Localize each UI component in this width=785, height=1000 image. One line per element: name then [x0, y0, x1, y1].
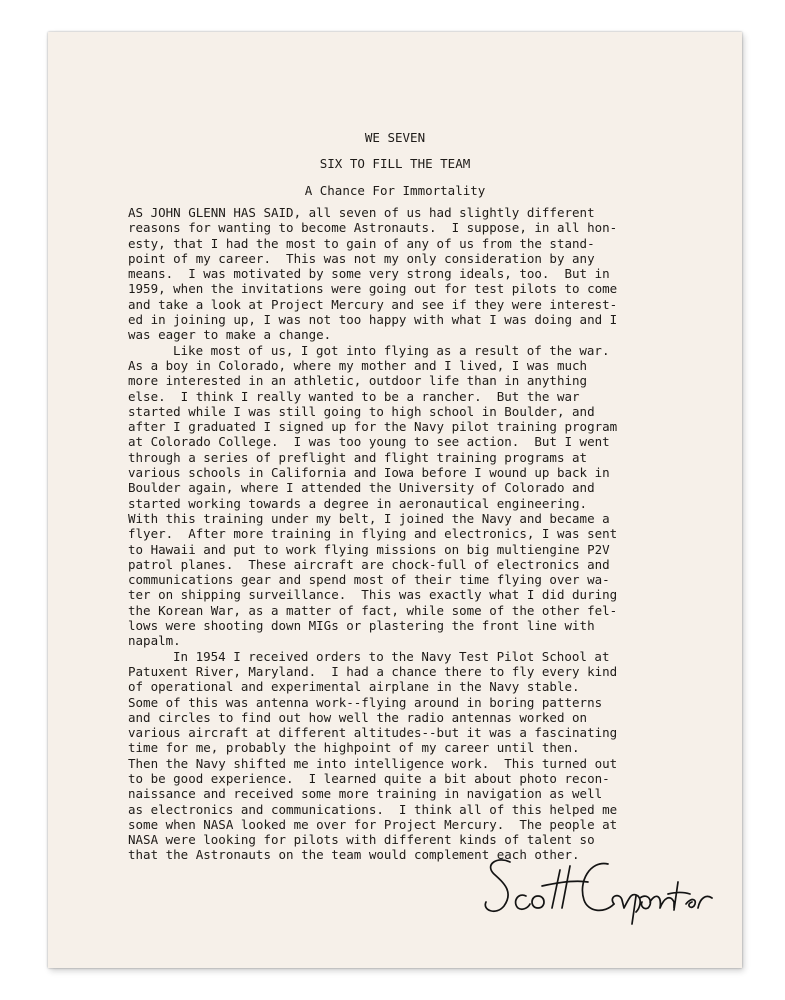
- text-line: As a boy in Colorado, where my mother and I lived, I was much: [128, 357, 588, 373]
- document-subtitle: SIX TO FILL THE TEAM: [319, 156, 471, 171]
- text-line: the Korean War, as a matter of fact, while some of the other fel-: [128, 602, 618, 618]
- text-line: to Hawaii and put to work flying missions on big multiengine P2V: [128, 541, 610, 557]
- text-line: as electronics and communications. I think all of this helped me: [128, 801, 618, 817]
- text-line: communications gear and spend most of their time flying over wa-: [128, 572, 610, 588]
- text-line: else. I think I really wanted to be a rancher. But the war: [128, 388, 580, 404]
- text-line: patrol planes. These aircraft are chock-full of electronics and: [128, 556, 610, 572]
- text-line: naissance and received some more training in navigation as well: [128, 786, 603, 802]
- text-line: various aircraft at different altitudes--but it was a fascinating: [128, 725, 618, 741]
- text-line: Boulder again, where I attended the University of Colorado and: [128, 480, 595, 496]
- text-line: NASA were looking for pilots with different kinds of talent so: [128, 832, 595, 848]
- text-line: and take a look at Project Mercury and see if they were interest-: [128, 296, 618, 312]
- text-line: AS JOHN GLENN HAS SAID, all seven of us had slightly different: [128, 205, 595, 220]
- text-line: through a series of preflight and flight training programs at: [128, 449, 588, 465]
- text-line: 1959, when the invitations were going out for test pilots to come: [128, 281, 618, 297]
- text-line: flyer. After more training in flying and electronics, I was sent: [128, 526, 618, 542]
- text-line: at Colorado College. I was too young to see action. But I went: [128, 434, 610, 450]
- text-line: various schools in California and Iowa before I wound up back in: [128, 465, 610, 481]
- text-line: In 1954 I received orders to the Navy Test Pilot School at: [173, 648, 610, 664]
- text-line: Patuxent River, Maryland. I had a chance there to fly every kind: [128, 663, 618, 679]
- letter-body: [128, 205, 748, 863]
- text-line: was eager to make a change.: [128, 327, 332, 343]
- text-line: Then the Navy shifted me into intelligence work. This turned out: [128, 755, 618, 771]
- text-line: of operational and experimental airplane in the Navy stable.: [128, 679, 580, 695]
- text-line: ed in joining up, I was not too happy with what I was doing and I: [128, 312, 618, 328]
- text-line: that the Astronauts on the team would complement each other.: [128, 847, 580, 863]
- signature: [480, 852, 725, 932]
- text-line: more interested in an athletic, outdoor life than in anything: [128, 373, 588, 389]
- text-line: some when NASA looked me over for Project Mercury. The people at: [128, 816, 618, 832]
- text-line: ter on shipping surveillance. This was exactly what I did during: [128, 587, 618, 603]
- text-line: after I graduated I signed up for the Navy pilot training program: [128, 419, 618, 435]
- signature-graphic: [480, 852, 725, 932]
- text-line: and circles to find out how well the radio antennas worked on: [128, 709, 588, 725]
- text-line: point of my career. This was not my only consideration by any: [128, 250, 595, 266]
- text-line: Some of this was antenna work--flying around in boring patterns: [128, 694, 603, 710]
- text-line: to be good experience. I learned quite a bit about photo recon-: [128, 770, 610, 786]
- typed-letter-page: [48, 32, 742, 968]
- text-line: means. I was motivated by some very strong ideals, too. But in: [128, 266, 610, 282]
- document-title: WE SEVEN: [364, 130, 426, 145]
- text-line: With this training under my belt, I joined the Navy and became a: [128, 510, 610, 526]
- text-line: started working towards a degree in aeronautical engineering.: [128, 495, 588, 511]
- text-line: Like most of us, I got into flying as a result of the war.: [173, 342, 610, 358]
- text-line: started while I was still going to high school in Boulder, and: [128, 403, 595, 419]
- text-line: time for me, probably the highpoint of my career until then.: [128, 740, 580, 756]
- text-line: napalm.: [128, 633, 181, 649]
- text-line: reasons for wanting to become Astronauts. I suppose, in all hon-: [128, 220, 618, 236]
- text-line: esty, that I had the most to gain of any of us from the stand-: [128, 235, 595, 251]
- text-line: lows were shooting down MIGs or plastering the front line with: [128, 618, 595, 634]
- chapter-heading: A Chance For Immortality: [304, 183, 486, 198]
